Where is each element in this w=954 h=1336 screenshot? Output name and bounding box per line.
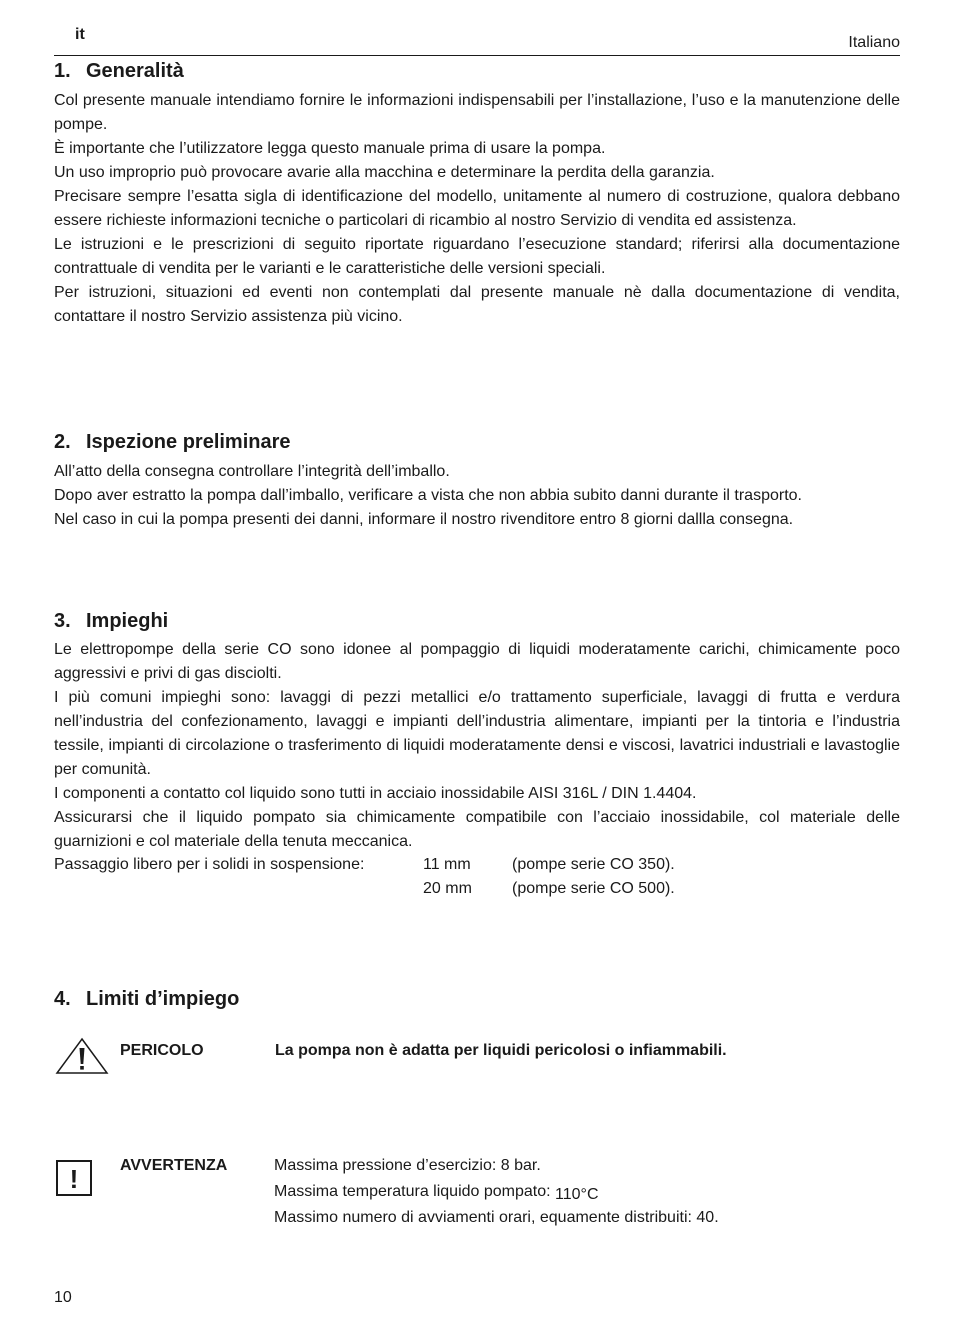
section-4-title — [54, 988, 239, 1011]
section-2-title — [54, 431, 291, 454]
section-number: 4. — [54, 988, 71, 1010]
paragraph: Precisare sempre l’esatta sigla di identificazione del modello, unitamente al numero di costruzione, qualora debbano essere richieste informazioni tecniche o particolari di ricambio al nostro Servizio di vendita ed assistenza. — [54, 188, 900, 229]
paragraph: All’atto della consegna controllare l’integrità dell’imballo. — [54, 463, 450, 480]
warning-line — [274, 1179, 599, 1205]
section-title-text: Generalità — [86, 60, 184, 82]
warning-triangle-icon — [55, 1037, 109, 1075]
paragraph: Le istruzioni e le prescrizioni di seguito riportate riguardano l’esecuzione standard; riferirsi alla documentazione contrattuale di vendita per le varianti e le caratteristiche delle versioni speciali. — [54, 236, 900, 277]
section-title-text: Limiti d’impiego — [86, 988, 240, 1010]
section-number: 1. — [54, 60, 71, 82]
paragraph: I componenti a contatto col liquido sono tutti in acciaio inossidabile AISI 316L / DIN 1.4404. — [54, 785, 697, 802]
warning-line: Massima pressione d’esercizio: 8 bar. — [274, 1157, 541, 1174]
section-3-title — [54, 610, 168, 633]
language-name: Italiano — [848, 34, 900, 51]
header-rule — [54, 55, 900, 56]
paragraph: Assicurarsi che il liquido pompato sia chimicamente compatibile con l’acciaio inossidabile, col materiale delle guarnizioni e col materiale della tenuta meccanica. — [54, 809, 900, 850]
danger-text: La pompa non è adatta per liquidi pericolosi o infiammabili. — [275, 1042, 727, 1059]
paragraph: Un uso improprio può provocare avarie alla macchina e determinare la perdita della garanzia. — [54, 164, 715, 181]
page-number: 10 — [54, 1289, 72, 1306]
warning-line-text: Massima temperatura liquido pompato: — [274, 1183, 556, 1200]
warning-line: Massimo numero di avviamenti orari, equamente distribuiti: 40. — [274, 1209, 719, 1226]
paragraph: I più comuni impieghi sono: lavaggi di pezzi metallici e/o trattamento superficiale, lavaggi di frutta e verdura nell’industria del confezionamento, lavaggi e impianti dell’industria alimentare, impianti per la tintoria e l’industria tessile, impianti di circolazione o trasferimento di liquidi moderatamente densi e viscosi, lavatrici industriali e lavastoglie per comunità. — [54, 689, 900, 778]
section-number: 2. — [54, 431, 71, 453]
paragraph: Le elettropompe della serie CO sono idonee al pompaggio di liquidi moderatamente carichi, chimicamente poco aggressivi e privi di gas disciolti. — [54, 641, 900, 682]
danger-label: PERICOLO — [120, 1042, 204, 1059]
section-3-body — [54, 638, 900, 854]
section-2-body — [54, 460, 900, 532]
passage-size: 11 mm — [423, 856, 471, 873]
passage-label: Passaggio libero per i solidi in sospensione: — [54, 856, 365, 873]
temperature-value: 110°C — [555, 1186, 599, 1203]
exclamation-box-icon: ! — [56, 1160, 92, 1196]
section-1-body — [54, 89, 900, 329]
passage-note: (pompe serie CO 350). — [512, 856, 675, 873]
section-title-text: Ispezione preliminare — [86, 431, 291, 453]
language-code: it — [75, 26, 85, 43]
section-title-text: Impieghi — [86, 610, 169, 632]
section-1-title — [54, 60, 184, 83]
paragraph: Per istruzioni, situazioni ed eventi non contemplati dal presente manuale nè dalla documentazione di vendita, contattare il nostro Servizio assistenza più vicino. — [54, 284, 900, 325]
paragraph: Dopo aver estratto la pompa dall’imballo, verificare a vista che non abbia subito danni durante il trasporto. — [54, 487, 802, 504]
warning-label: AVVERTENZA — [120, 1157, 228, 1174]
paragraph: Col presente manuale intendiamo fornire le informazioni indispensabili per l’installazione, l’uso e la manutenzione delle pompe. — [54, 92, 900, 133]
paragraph: È importante che l’utilizzatore legga questo manuale prima di usare la pompa. — [54, 140, 606, 157]
section-number: 3. — [54, 610, 71, 632]
passage-note: (pompe serie CO 500). — [512, 880, 675, 897]
passage-size: 20 mm — [423, 880, 472, 897]
paragraph: Nel caso in cui la pompa presenti dei danni, informare il nostro rivenditore entro 8 giorni dallla consegna. — [54, 511, 794, 528]
